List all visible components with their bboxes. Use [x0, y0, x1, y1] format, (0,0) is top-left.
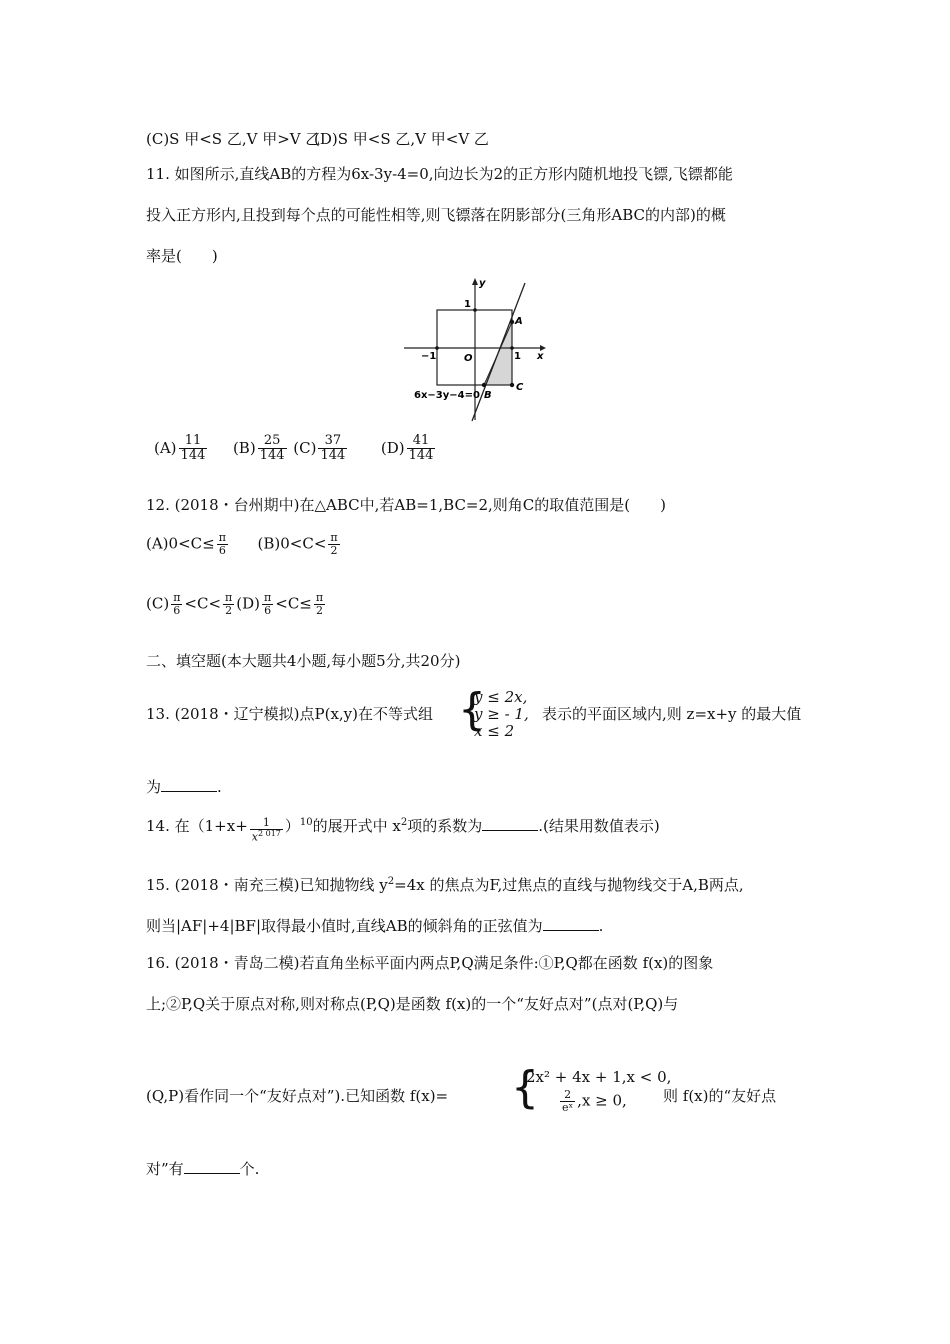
q11-option-a-frac [179, 434, 208, 464]
q14-paren-close: ） [284, 817, 300, 835]
tick-1-x-dot [510, 346, 514, 350]
label-tick-neg1: −1 [421, 351, 437, 362]
q16-piece-2-den: eˣ [562, 1101, 574, 1115]
q12-option-a-frac [217, 532, 228, 557]
tick-neg1-dot [435, 346, 439, 350]
q12-d-d2: 2 [315, 604, 323, 618]
q16-piece-2-tail: ,x ≥ 0, [577, 1091, 627, 1110]
q13-ineq-2: y ≥ - 1, [474, 705, 529, 723]
q11-line-3: 率是( ) [146, 247, 218, 265]
q15-l1-a: 15. (2018・南充三模)已知抛物线 y [146, 876, 388, 894]
q14-mid2: 项的系数为 [407, 817, 483, 835]
q11-option-c-num: 37 [318, 434, 347, 449]
q16-piece-2-num: 2 [560, 1089, 575, 1102]
point-b-dot [482, 383, 486, 387]
q11-option-a-label: (A) [154, 438, 177, 457]
q11-line-2: 投入正方形内,且投到每个点的可能性相等,则飞镖落在阴影部分(三角形ABC的内部)的概 [146, 206, 726, 224]
point-a-dot [510, 320, 514, 324]
q11-option-d-den: 144 [408, 448, 434, 464]
label-tick-1-y: 1 [464, 299, 471, 310]
q10-option-c: (C)S 甲<S 乙,V 甲>V 乙 [146, 130, 321, 148]
q12-d-frac1 [262, 592, 273, 617]
q16-line-3-after: 则 f(x)的“友好点 [663, 1087, 777, 1105]
q16-line4-end: 个. [239, 1160, 260, 1178]
q11-option-d-num: 41 [407, 434, 436, 449]
q14-end: .(结果用数值表示) [538, 817, 660, 835]
q12-stem: 12. (2018・台州期中)在△ABC中,若AB=1,BC=2,则角C的取值范围是( ) [146, 496, 666, 514]
q14-line [146, 815, 660, 844]
q12-c-d1: 6 [173, 604, 181, 618]
q15-answer-blank[interactable] [543, 916, 599, 931]
section-2-heading: 二、填空题(本大题共4小题,每小题5分,共20分) [146, 652, 461, 670]
q11-option-b-frac [258, 434, 287, 464]
q16-line-4 [146, 1158, 259, 1179]
q11-option-c-label: (C) [293, 438, 317, 457]
label-origin: O [464, 353, 473, 364]
q11-option-b-den: 144 [259, 448, 285, 464]
q13-answer-blank[interactable] [161, 777, 217, 792]
q12-d-n2: π [315, 591, 324, 604]
q16-answer-blank[interactable] [184, 1159, 240, 1174]
q12-c-frac2 [223, 592, 234, 617]
q12-a-num: π [218, 531, 226, 544]
q13-line2-start: 为 [146, 778, 162, 796]
q11-option-d-label: (D) [380, 438, 405, 457]
q11-line-1: 11. 如图所示,直线AB的方程为6x-3y-4=0,向边长为2的正方形内随机地投飞镖,飞镖都能 [146, 165, 733, 183]
q12-d-d1: 6 [264, 604, 272, 618]
q11-option-b-label: (B) [232, 438, 256, 457]
q12-options-cd [146, 592, 327, 617]
q12-d-frac2 [314, 592, 325, 617]
q12-d-mid: <C≤ [275, 594, 312, 613]
label-c: C [516, 382, 524, 393]
q16-piece-1: 2x² + 4x + 1,x < 0, [526, 1068, 672, 1086]
q14-den-base: x [251, 831, 258, 844]
q12-c-frac1 [171, 592, 182, 617]
q12-c-mid: <C< [184, 594, 222, 613]
q14-den-exp: 2 017 [257, 829, 281, 839]
label-x: x [537, 351, 544, 362]
q11-option-c-den: 144 [320, 448, 346, 464]
q13-before: 13. (2018・辽宁模拟)点P(x,y)在不等式组 [146, 705, 434, 723]
q12-c-d2: 2 [225, 604, 233, 618]
label-equation: 6x−3y−4=0 [414, 390, 480, 401]
q16-piece-2-frac [560, 1089, 575, 1114]
q12-option-d-label: (D) [236, 594, 261, 613]
q13-ineq-1: y ≤ 2x, [474, 688, 528, 706]
q13-after: 表示的平面区域内,则 z=x+y 的最大值 [542, 705, 802, 723]
q14-answer-blank[interactable] [482, 816, 538, 831]
q11-figure [400, 275, 550, 425]
q11-options [154, 434, 437, 464]
q12-option-c-label: (C) [146, 594, 170, 613]
point-c-dot [510, 383, 514, 387]
q16-line4-start: 对”有 [146, 1160, 184, 1178]
q14-frac-num: 1 [250, 817, 283, 830]
q12-b-num: π [330, 531, 338, 544]
q13-brace: { [458, 684, 486, 735]
label-tick-1-x: 1 [514, 351, 521, 362]
q14-start: 14. 在（1+x+ [146, 817, 248, 835]
q14-frac-den [250, 830, 283, 844]
q14-mid: 的展开式中 x [312, 817, 401, 835]
q16-piece-2 [558, 1089, 627, 1114]
q11-option-d-frac [407, 434, 436, 464]
q16-brace: { [511, 1062, 539, 1113]
label-b: B [484, 390, 492, 401]
q12-option-a-label: (A)0<C≤ [146, 534, 215, 553]
q13-ineq-3: x ≤ 2 [474, 722, 515, 740]
q11-option-c-frac [318, 434, 347, 464]
q12-a-den: 6 [218, 544, 226, 558]
label-a: A [515, 316, 523, 327]
q12-d-n1: π [264, 591, 272, 604]
q12-c-n2: π [225, 591, 233, 604]
q12-option-b-frac [328, 532, 339, 557]
q15-line-1 [146, 874, 744, 895]
q12-option-b-label: (B)0<C< [257, 534, 327, 553]
label-y: y [479, 278, 486, 289]
q15-l1-b: =4x 的焦点为F,过焦点的直线与抛物线交于A,B两点, [394, 876, 744, 894]
y-axis-arrow [472, 278, 478, 285]
q16-line-1: 16. (2018・青岛二模)若直角坐标平面内两点P,Q满足条件:①P,Q都在函数 f(x)的图象 [146, 954, 714, 972]
q16-line-2: 上;②P,Q关于原点对称,则对称点(P,Q)是函数 f(x)的一个“友好点对”(点对(P,Q)与 [146, 995, 679, 1013]
q15-l2-end: . [598, 917, 604, 935]
q14-power: 10 [299, 817, 313, 828]
q12-c-n1: π [173, 591, 181, 604]
q11-option-b-num: 25 [258, 434, 287, 449]
q15-l2-a: 则当|AF|+4|BF|取得最小值时,直线AB的倾斜角的正弦值为 [146, 917, 543, 935]
q15-line-2 [146, 915, 603, 936]
q12-options-ab [146, 532, 342, 557]
tick-1-y-dot [473, 308, 477, 312]
q16-line-3: (Q,P)看作同一个“友好点对”).已知函数 f(x)= [146, 1087, 449, 1105]
q10-option-d: (D)S 甲<S 乙,V 甲<V 乙 [314, 130, 489, 148]
q15-l1-exp: 2 [387, 876, 395, 887]
q14-frac [250, 817, 283, 844]
q12-b-den: 2 [330, 544, 338, 558]
q13-line2-end: . [217, 778, 222, 796]
q11-option-a-num: 11 [179, 434, 208, 449]
q14-x-exp: 2 [400, 817, 408, 828]
q13-line-2 [146, 776, 222, 797]
q11-option-a-den: 144 [180, 448, 206, 464]
